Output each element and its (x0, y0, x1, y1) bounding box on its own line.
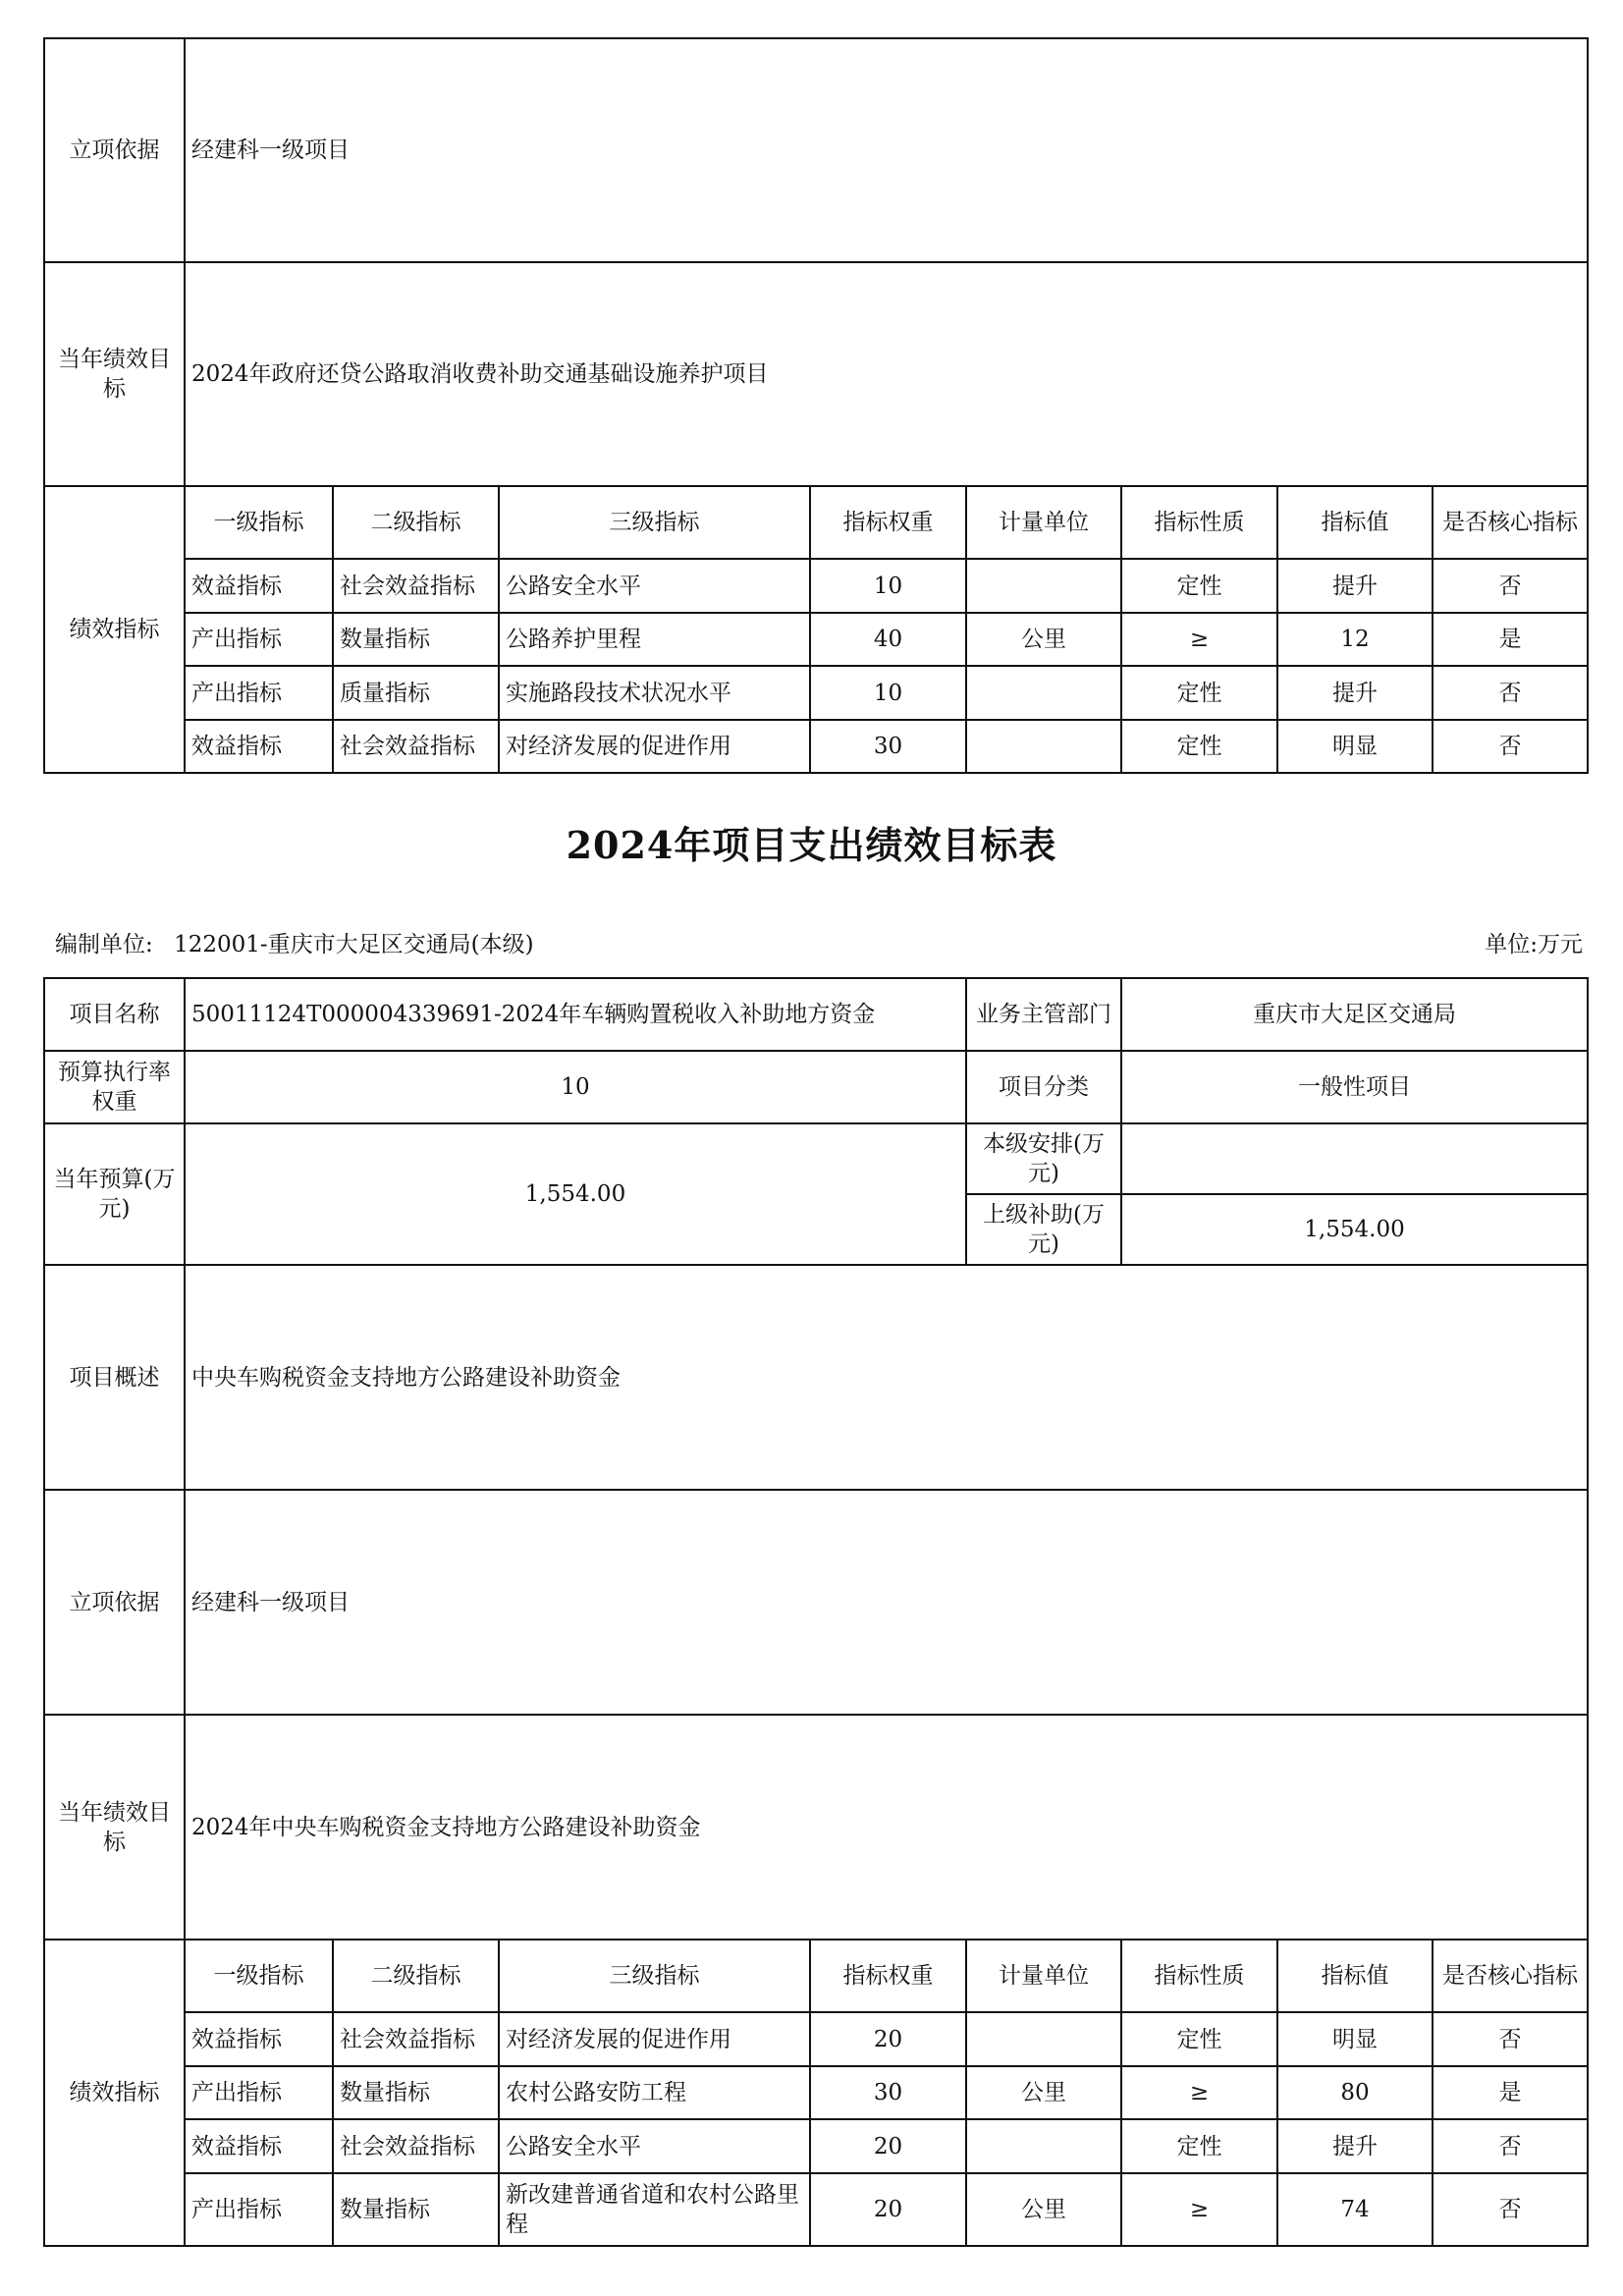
table-row (44, 613, 1588, 666)
cell: 20 (810, 2012, 966, 2066)
cell: 公里 (966, 613, 1121, 666)
cell: 效益指标 (185, 559, 333, 613)
cell: 否 (1433, 2173, 1588, 2246)
cell: 社会效益指标 (333, 720, 499, 773)
cell: 是 (1433, 613, 1588, 666)
header-cell: 三级指标 (499, 1940, 810, 2012)
cell: ≥ (1121, 2066, 1277, 2119)
cell: 否 (1433, 720, 1588, 773)
cell: 效益指标 (185, 720, 333, 773)
cell: 10 (810, 559, 966, 613)
cell: 20 (810, 2119, 966, 2173)
cell: 定性 (1121, 2012, 1277, 2066)
header-cell: 计量单位 (966, 486, 1121, 559)
cell: 定性 (1121, 666, 1277, 720)
cell: 产出指标 (185, 2066, 333, 2119)
dept-value: 重庆市大足区交通局 (1121, 978, 1588, 1051)
cell: 否 (1433, 666, 1588, 720)
header-cell: 指标权重 (810, 1940, 966, 2012)
local-value (1121, 1123, 1588, 1194)
cell: 否 (1433, 559, 1588, 613)
cell: 30 (810, 2066, 966, 2119)
header-cell: 是否核心指标 (1433, 486, 1588, 559)
cell: 12 (1277, 613, 1433, 666)
project-name-value: 50011124T000004339691-2024年车辆购置税收入补助地方资金 (185, 978, 966, 1051)
performance-table-2 (43, 977, 1589, 2247)
header-cell: 二级指标 (333, 1940, 499, 2012)
unit-label: 单位:万元 (1485, 932, 1583, 957)
cell: 明显 (1277, 2012, 1433, 2066)
cell: 否 (1433, 2012, 1588, 2066)
indicators-label: 绩效指标 (44, 486, 185, 773)
cell: 效益指标 (185, 2119, 333, 2173)
cell: 社会效益指标 (333, 559, 499, 613)
header-cell: 三级指标 (499, 486, 810, 559)
cell: 对经济发展的促进作用 (499, 720, 810, 773)
cell: 提升 (1277, 559, 1433, 613)
cell: 定性 (1121, 2119, 1277, 2173)
category-value: 一般性项目 (1121, 1051, 1588, 1123)
header-cell: 二级指标 (333, 486, 499, 559)
cell: 公路安全水平 (499, 559, 810, 613)
header-cell: 指标性质 (1121, 486, 1277, 559)
cell: 产出指标 (185, 2173, 333, 2246)
org-line (55, 926, 548, 958)
upper-value: 1,554.00 (1121, 1194, 1588, 1265)
page-title: 2024年项目支出绩效目标表 (566, 823, 1057, 867)
table-row (44, 2119, 1588, 2173)
basis-value: 经建科一级项目 (185, 38, 1588, 262)
cell (966, 720, 1121, 773)
cell: 明显 (1277, 720, 1433, 773)
cell: 公路安全水平 (499, 2119, 810, 2173)
cell: 实施路段技术状况水平 (499, 666, 810, 720)
cell: 20 (810, 2173, 966, 2246)
budget-label: 当年预算(万元) (44, 1123, 185, 1265)
basis-label: 立项依据 (44, 1490, 185, 1715)
local-label: 本级安排(万元) (966, 1123, 1121, 1194)
header-cell: 计量单位 (966, 1940, 1121, 2012)
cell: 否 (1433, 2119, 1588, 2173)
cell: 数量指标 (333, 2066, 499, 2119)
goal-value: 2024年政府还贷公路取消收费补助交通基础设施养护项目 (185, 262, 1588, 486)
header-cell: 指标值 (1277, 486, 1433, 559)
overview-label: 项目概述 (44, 1265, 185, 1490)
table-row (44, 2066, 1588, 2119)
category-label: 项目分类 (966, 1051, 1121, 1123)
cell: 80 (1277, 2066, 1433, 2119)
basis-value: 经建科一级项目 (185, 1490, 1588, 1715)
header-cell: 指标值 (1277, 1940, 1433, 2012)
cell: 效益指标 (185, 2012, 333, 2066)
indicators-label: 绩效指标 (44, 1940, 185, 2246)
cell: ≥ (1121, 613, 1277, 666)
cell (966, 559, 1121, 613)
cell: 产出指标 (185, 666, 333, 720)
table-row (44, 2173, 1588, 2246)
cell: 产出指标 (185, 613, 333, 666)
upper-label: 上级补助(万元) (966, 1194, 1121, 1265)
table-row (44, 666, 1588, 720)
cell: 社会效益指标 (333, 2119, 499, 2173)
cell: 数量指标 (333, 613, 499, 666)
table-row (44, 559, 1588, 613)
table-row (44, 2012, 1588, 2066)
cell: 数量指标 (333, 2173, 499, 2246)
goal-label: 当年绩效目标 (44, 1715, 185, 1940)
cell: 公里 (966, 2173, 1121, 2246)
exec-weight-value: 10 (185, 1051, 966, 1123)
overview-value: 中央车购税资金支持地方公路建设补助资金 (185, 1265, 1588, 1490)
cell: 74 (1277, 2173, 1433, 2246)
cell: 新改建普通省道和农村公路里程 (499, 2173, 810, 2246)
cell: 是 (1433, 2066, 1588, 2119)
cell: 对经济发展的促进作用 (499, 2012, 810, 2066)
cell: 提升 (1277, 666, 1433, 720)
basis-label: 立项依据 (44, 38, 185, 262)
header-cell: 一级指标 (185, 1940, 333, 2012)
exec-weight-label: 预算执行率权重 (44, 1051, 185, 1123)
goal-label: 当年绩效目标 (44, 262, 185, 486)
cell: 公里 (966, 2066, 1121, 2119)
header-cell: 指标权重 (810, 486, 966, 559)
cell: 公路养护里程 (499, 613, 810, 666)
cell: 40 (810, 613, 966, 666)
cell (966, 2012, 1121, 2066)
cell: 定性 (1121, 559, 1277, 613)
header-cell: 是否核心指标 (1433, 1940, 1588, 2012)
performance-table-1 (43, 37, 1589, 774)
org-value: 122001-重庆市大足区交通局(本级) (174, 932, 534, 957)
table-row (44, 720, 1588, 773)
cell (966, 2119, 1121, 2173)
cell (966, 666, 1121, 720)
cell: 30 (810, 720, 966, 773)
cell: ≥ (1121, 2173, 1277, 2246)
dept-label: 业务主管部门 (966, 978, 1121, 1051)
cell: 质量指标 (333, 666, 499, 720)
cell: 社会效益指标 (333, 2012, 499, 2066)
header-cell: 一级指标 (185, 486, 333, 559)
org-label: 编制单位: (55, 932, 153, 957)
project-name-label: 项目名称 (44, 978, 185, 1051)
header-cell: 指标性质 (1121, 1940, 1277, 2012)
cell: 10 (810, 666, 966, 720)
goal-value: 2024年中央车购税资金支持地方公路建设补助资金 (185, 1715, 1588, 1940)
cell: 提升 (1277, 2119, 1433, 2173)
budget-value: 1,554.00 (185, 1123, 966, 1265)
cell: 农村公路安防工程 (499, 2066, 810, 2119)
cell: 定性 (1121, 720, 1277, 773)
